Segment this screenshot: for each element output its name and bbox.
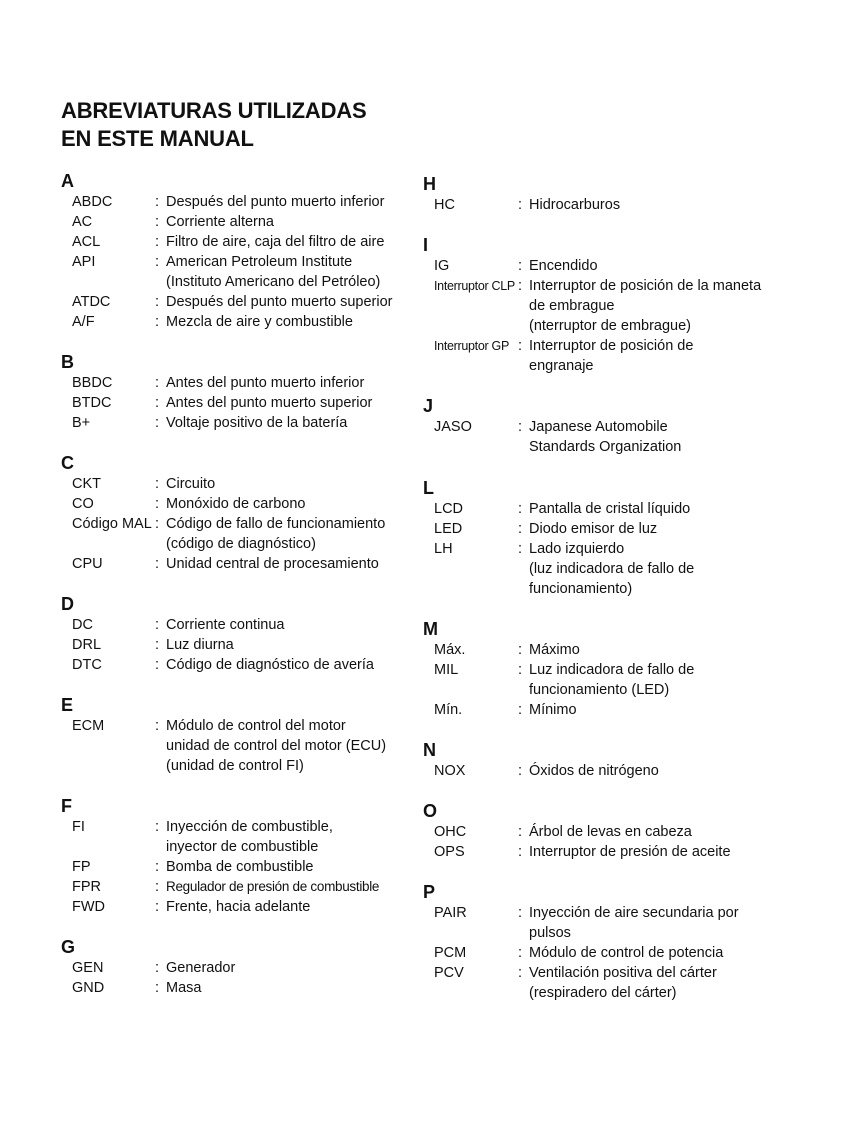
entry-abbreviation: NOX	[434, 763, 466, 779]
entry-definition: Código de fallo de funcionamiento	[166, 516, 386, 532]
section-g	[61, 937, 421, 998]
glossary-entry	[61, 252, 421, 292]
glossary-entry	[61, 393, 421, 413]
entry-abbreviation: Interruptor GP	[434, 339, 509, 353]
entry-separator: :	[155, 637, 160, 653]
glossary-entry	[61, 413, 421, 433]
glossary-entry	[61, 292, 421, 312]
entry-abbreviation: HC	[434, 197, 455, 213]
entry-separator: :	[155, 960, 160, 976]
entry-definition: de embrague	[529, 298, 615, 314]
entry-definition: Módulo de control del motor	[166, 718, 346, 734]
entry-abbreviation: IG	[434, 258, 450, 274]
entry-abbreviation: BBDC	[72, 375, 113, 391]
entry-separator: :	[155, 375, 160, 391]
entry-abbreviation: DTC	[72, 657, 102, 673]
entry-abbreviation: LH	[434, 541, 453, 557]
entry-abbreviation: FI	[72, 819, 85, 835]
entry-separator: :	[155, 718, 160, 734]
entry-definition: (código de diagnóstico)	[166, 536, 316, 552]
section-letter: I	[423, 235, 429, 255]
entry-definition: Módulo de control de potencia	[529, 945, 724, 961]
glossary-entry	[61, 192, 421, 212]
entry-separator: :	[155, 415, 160, 431]
entry-separator: :	[155, 395, 160, 411]
entry-abbreviation: A/F	[72, 314, 95, 330]
entry-abbreviation: DRL	[72, 637, 102, 653]
section-l	[423, 478, 793, 599]
glossary-entry	[61, 817, 421, 857]
section-letter: D	[61, 594, 74, 614]
entry-definition: Máximo	[529, 642, 580, 658]
entry-abbreviation: B+	[72, 415, 91, 431]
entry-separator: :	[518, 541, 523, 557]
section-f	[61, 796, 421, 917]
entry-definition: Encendido	[529, 258, 598, 274]
entry-definition: Luz indicadora de fallo de	[529, 662, 695, 678]
section-b	[61, 352, 421, 433]
section-p	[423, 882, 793, 1003]
entry-abbreviation: Código MAL	[72, 516, 152, 532]
glossary-entry	[423, 195, 793, 215]
entry-separator: :	[155, 314, 160, 330]
entry-abbreviation: GND	[72, 980, 105, 996]
glossary-entry	[423, 417, 793, 457]
glossary-entry	[423, 963, 793, 1003]
entry-definition: Monóxido de carbono	[166, 496, 306, 512]
entry-definition: Antes del punto muerto inferior	[166, 375, 365, 391]
entry-definition: Standards Organization	[529, 439, 682, 455]
entry-separator: :	[518, 258, 523, 274]
entry-definition: (Instituto Americano del Petróleo)	[166, 274, 381, 290]
glossary-entry	[61, 615, 421, 635]
glossary-entry	[61, 212, 421, 232]
section-letter: J	[423, 396, 434, 416]
glossary-entry	[61, 958, 421, 978]
entry-separator: :	[518, 419, 523, 435]
entry-abbreviation: BTDC	[72, 395, 112, 411]
entry-definition: Bomba de combustible	[166, 859, 314, 875]
section-c	[61, 453, 421, 574]
entry-separator: :	[518, 844, 523, 860]
glossary-entry	[423, 842, 793, 862]
section-i	[423, 235, 793, 376]
glossary-entry	[61, 554, 421, 574]
entry-separator: :	[155, 234, 160, 250]
section-e	[61, 695, 421, 776]
entry-definition: Voltaje positivo de la batería	[166, 415, 348, 431]
entry-definition: Luz diurna	[166, 637, 234, 653]
glossary-entry	[423, 336, 793, 376]
glossary-entry	[61, 474, 421, 494]
glossary-entry	[423, 256, 793, 276]
glossary-entry	[61, 514, 421, 554]
entry-definition: Unidad central de procesamiento	[166, 556, 379, 572]
entry-separator: :	[155, 899, 160, 915]
entry-definition: Circuito	[166, 476, 216, 492]
glossary-entry	[423, 943, 793, 963]
entry-definition: Después del punto muerto inferior	[166, 194, 385, 210]
title-line-1: ABREVIATURAS UTILIZADAS	[61, 98, 367, 123]
section-letter: N	[423, 740, 436, 760]
entry-definition: Lado izquierdo	[529, 541, 625, 557]
entry-definition: Masa	[166, 980, 202, 996]
entry-definition: Después del punto muerto superior	[166, 294, 393, 310]
entry-separator: :	[518, 338, 523, 354]
entry-definition: Hidrocarburos	[529, 197, 621, 213]
entry-definition: (unidad de control FI)	[166, 758, 304, 774]
entry-definition: Interruptor de posición de la maneta	[529, 278, 762, 294]
entry-abbreviation: GEN	[72, 960, 104, 976]
entry-separator: :	[155, 496, 160, 512]
glossary-entry	[423, 903, 793, 943]
entry-definition: Corriente continua	[166, 617, 285, 633]
entry-definition: Filtro de aire, caja del filtro de aire	[166, 234, 385, 250]
section-letter: G	[61, 937, 76, 957]
section-h	[423, 174, 793, 215]
entry-definition: Japanese Automobile	[529, 419, 668, 435]
entry-definition: Antes del punto muerto superior	[166, 395, 373, 411]
title-line-2: EN ESTE MANUAL	[61, 126, 254, 151]
glossary-entry	[423, 700, 793, 720]
glossary-entry	[423, 276, 793, 336]
entry-separator: :	[155, 859, 160, 875]
right-column	[423, 174, 793, 1003]
entry-definition: Código de diagnóstico de avería	[166, 657, 374, 673]
entry-separator: :	[518, 501, 523, 517]
entry-definition: pulsos	[529, 925, 571, 941]
entry-definition: (respiradero del cárter)	[529, 985, 677, 1001]
glossary-entry	[423, 519, 793, 539]
glossary-entry	[61, 716, 421, 776]
section-letter: E	[61, 695, 74, 715]
glossary-entry	[61, 635, 421, 655]
glossary-entry	[423, 761, 793, 781]
entry-separator: :	[518, 702, 523, 718]
section-letter: M	[423, 619, 438, 639]
entry-separator: :	[155, 879, 160, 895]
entry-definition: Inyección de combustible,	[166, 819, 333, 835]
entry-separator: :	[155, 980, 160, 996]
entry-abbreviation: CPU	[72, 556, 103, 572]
entry-definition: funcionamiento)	[529, 581, 633, 597]
glossary-entry	[61, 978, 421, 998]
entry-abbreviation: FPR	[72, 879, 101, 895]
entry-separator: :	[518, 662, 523, 678]
entry-abbreviation: PCM	[434, 945, 467, 961]
entry-definition: (luz indicadora de fallo de	[529, 561, 695, 577]
entry-definition: Interruptor de posición de	[529, 338, 694, 354]
section-letter: A	[61, 171, 74, 191]
entry-definition: Inyección de aire secundaria por	[529, 905, 739, 921]
glossary-entry	[61, 373, 421, 393]
entry-abbreviation: LCD	[434, 501, 464, 517]
glossary-entry	[61, 857, 421, 877]
entry-separator: :	[155, 194, 160, 210]
section-a	[61, 171, 421, 332]
entry-separator: :	[518, 642, 523, 658]
glossary-entry	[423, 822, 793, 842]
entry-definition: Interruptor de presión de aceite	[529, 844, 731, 860]
entry-definition: unidad de control del motor (ECU)	[166, 738, 387, 754]
entry-abbreviation: PCV	[434, 965, 464, 981]
entry-separator: :	[518, 278, 523, 294]
section-letter: F	[61, 796, 72, 816]
glossary-entry	[61, 655, 421, 675]
glossary-entry	[423, 640, 793, 660]
entry-definition: Regulador de presión de combustible	[166, 879, 380, 894]
entry-definition: engranaje	[529, 358, 594, 374]
entry-definition: Óxidos de nitrógeno	[529, 763, 659, 779]
entry-separator: :	[518, 965, 523, 981]
section-j	[423, 396, 793, 457]
page-title	[61, 97, 366, 153]
glossary-entry	[423, 499, 793, 519]
entry-separator: :	[155, 254, 160, 270]
section-letter: H	[423, 174, 436, 194]
entry-abbreviation: ATDC	[72, 294, 111, 310]
glossary-entry	[61, 312, 421, 332]
section-d	[61, 594, 421, 675]
entry-abbreviation: FWD	[72, 899, 106, 915]
entry-separator: :	[155, 214, 160, 230]
entry-definition: American Petroleum Institute	[166, 254, 353, 270]
entry-separator: :	[518, 945, 523, 961]
glossary-entry	[61, 877, 421, 897]
entry-definition: Mínimo	[529, 702, 577, 718]
left-column	[61, 171, 421, 998]
entry-separator: :	[518, 197, 523, 213]
entry-abbreviation: MIL	[434, 662, 459, 678]
entry-separator: :	[155, 516, 160, 532]
entry-abbreviation: LED	[434, 521, 463, 537]
entry-abbreviation: OHC	[434, 824, 467, 840]
glossary-entry	[61, 494, 421, 514]
entry-separator: :	[518, 905, 523, 921]
entry-definition: funcionamiento (LED)	[529, 682, 670, 698]
entry-abbreviation: FP	[72, 859, 91, 875]
entry-abbreviation: ABDC	[72, 194, 113, 210]
entry-abbreviation: Interruptor CLP	[434, 279, 515, 293]
section-letter: C	[61, 453, 74, 473]
entry-abbreviation: PAIR	[434, 905, 467, 921]
entry-definition: Frente, hacia adelante	[166, 899, 311, 915]
glossary-entry	[423, 539, 793, 599]
entry-separator: :	[155, 617, 160, 633]
entry-abbreviation: DC	[72, 617, 93, 633]
entry-separator: :	[155, 294, 160, 310]
entry-definition: Generador	[166, 960, 236, 976]
entry-definition: Mezcla de aire y combustible	[166, 314, 353, 330]
entry-abbreviation: JASO	[434, 419, 472, 435]
entry-definition: inyector de combustible	[166, 839, 319, 855]
entry-abbreviation: CKT	[72, 476, 101, 492]
glossary-entry	[61, 897, 421, 917]
glossary-entry	[423, 660, 793, 700]
entry-separator: :	[155, 476, 160, 492]
glossary-entry	[61, 232, 421, 252]
entry-separator: :	[518, 763, 523, 779]
section-letter: P	[423, 882, 436, 902]
entry-separator: :	[155, 819, 160, 835]
entry-definition: Árbol de levas en cabeza	[529, 824, 692, 840]
entry-abbreviation: Máx.	[434, 642, 466, 658]
section-letter: L	[423, 478, 434, 498]
entry-definition: Corriente alterna	[166, 214, 274, 230]
entry-definition: Ventilación positiva del cárter	[529, 965, 717, 981]
section-o	[423, 801, 793, 862]
entry-abbreviation: OPS	[434, 844, 465, 860]
entry-abbreviation: AC	[72, 214, 93, 230]
entry-abbreviation: ACL	[72, 234, 101, 250]
entry-definition: Pantalla de cristal líquido	[529, 501, 691, 517]
section-m	[423, 619, 793, 720]
entry-definition: Diodo emisor de luz	[529, 521, 658, 537]
entry-abbreviation: ECM	[72, 718, 105, 734]
entry-definition: (nterruptor de embrague)	[529, 318, 691, 334]
entry-separator: :	[155, 657, 160, 673]
section-letter: O	[423, 801, 438, 821]
entry-separator: :	[518, 824, 523, 840]
entry-separator: :	[155, 556, 160, 572]
entry-separator: :	[518, 521, 523, 537]
entry-abbreviation: API	[72, 254, 96, 270]
section-n	[423, 740, 793, 781]
entry-abbreviation: CO	[72, 496, 94, 512]
section-letter: B	[61, 352, 74, 372]
entry-abbreviation: Mín.	[434, 702, 463, 718]
